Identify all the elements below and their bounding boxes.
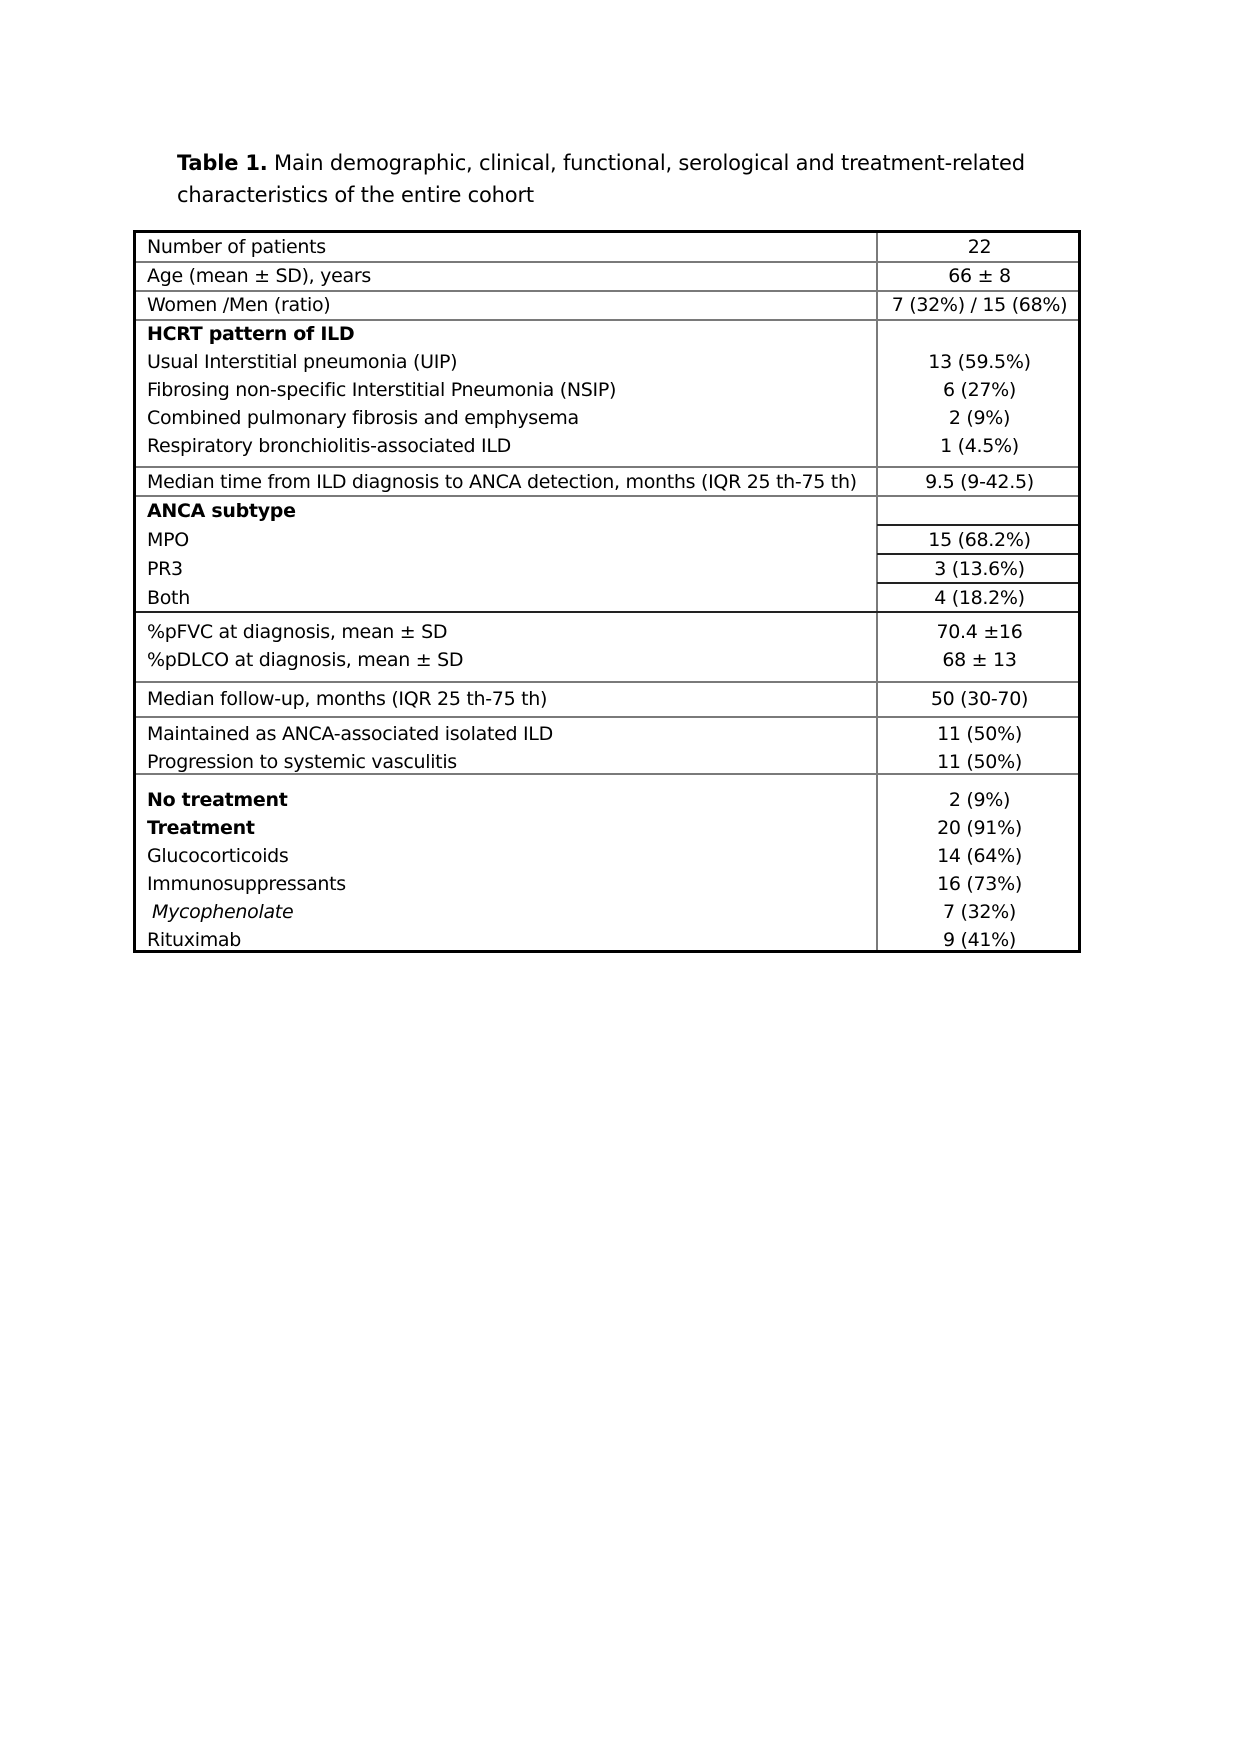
hcrt-group-values [878,348,1081,460]
hcrt-group-labels [147,320,872,460]
treatment-label: Mycophenolate [152,901,294,923]
hcrt-label: Combined pulmonary fibrosis and emphysema [147,407,579,429]
hcrt-label: Respiratory bronchiolitis-associated ILD [147,435,511,457]
anca-value: 4 (18.2%) [934,587,1025,609]
hcrt-heading: HCRT pattern of ILD [147,323,355,345]
treatment-label: Rituximab [147,929,242,951]
treatment-value: 20 (91%) [937,817,1022,839]
anca-value: 3 (13.6%) [934,558,1025,580]
anca-label: Both [147,587,190,609]
caption-label: Table 1. [177,151,268,175]
hcrt-label: Fibrosing non-specific Interstitial Pneumonia (NSIP) [147,379,617,401]
pft-value: 70.4 ±16 [936,621,1023,643]
pft-label: %pFVC at diagnosis, mean ± SD [147,621,448,643]
treatment-value: 2 (9%) [948,789,1011,811]
anca-heading: ANCA subtype [147,500,296,522]
treatment-label: Immunosuppressants [147,873,346,895]
treatment-value: 9 (41%) [942,929,1017,951]
row-value: 7 (32%) / 15 (68%) [891,294,1068,316]
treatment-value: 16 (73%) [937,873,1022,895]
row-divider [136,681,1078,683]
outcome-value: 11 (50%) [937,723,1022,745]
treatment-label: Treatment [147,817,255,839]
outcome-label: Maintained as ANCA-associated isolated ILD [147,723,553,745]
median-time-value: 9.5 (9-42.5) [925,471,1034,493]
caption-text: Main demographic, clinical, functional, serological and treatment-related characteristics of the entire cohort [177,151,1025,207]
treatment-labels [147,786,872,954]
anca-value: 15 (68.2%) [928,529,1031,551]
pft-value: 68 ± 13 [942,649,1017,671]
median-time-label: Median time from ILD diagnosis to ANCA detection, months (IQR 25 th-75 th) [147,471,857,493]
row-value: 66 ± 8 [948,265,1011,287]
pft-labels [147,618,872,674]
hcrt-value: 6 (27%) [942,379,1017,401]
outcome-label: Progression to systemic vasculitis [147,751,457,773]
pft-values [878,618,1081,674]
characteristics-table [133,230,1081,953]
follow-up-value: 50 (30-70) [930,688,1029,710]
outcome-labels [147,720,872,776]
row-label: Age (mean ± SD), years [147,265,371,287]
row-value: 22 [967,236,992,258]
treatment-label: No treatment [147,789,288,811]
pft-label: %pDLCO at diagnosis, mean ± SD [147,649,464,671]
row-divider [136,716,1078,718]
hcrt-value: 2 (9%) [948,407,1011,429]
anca-label: MPO [147,529,189,551]
hcrt-value: 1 (4.5%) [940,435,1019,457]
table-caption [177,147,1057,211]
treatment-value: 14 (64%) [937,845,1022,867]
hcrt-value: 13 (59.5%) [928,351,1031,373]
outcome-value: 11 (50%) [937,751,1022,773]
row-label: Women /Men (ratio) [147,294,331,316]
hcrt-label: Usual Interstitial pneumonia (UIP) [147,351,458,373]
treatment-label: Glucocorticoids [147,845,289,867]
treatment-value: 7 (32%) [942,901,1017,923]
follow-up-label: Median follow-up, months (IQR 25 th-75 th) [147,688,548,710]
treatment-values [878,786,1081,954]
outcome-values [878,720,1081,776]
anca-label: PR3 [147,558,183,580]
row-label: Number of patients [147,236,326,258]
